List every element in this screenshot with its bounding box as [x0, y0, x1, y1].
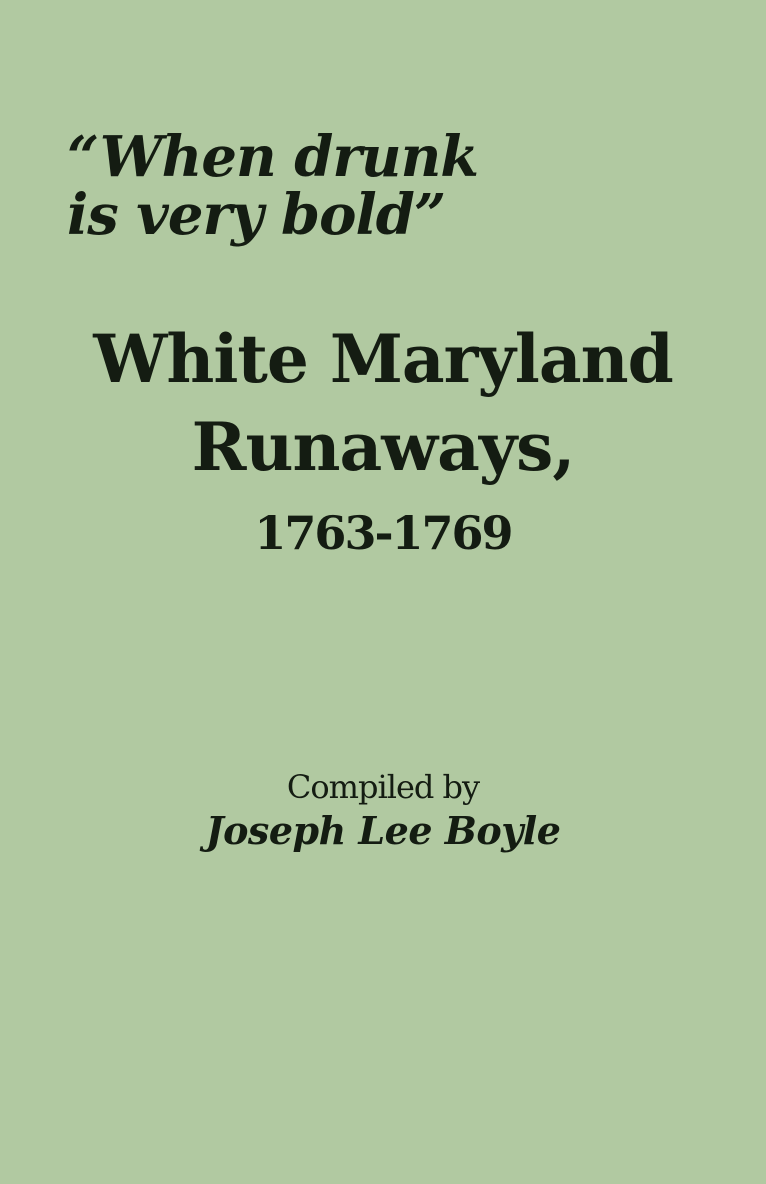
epigraph-quote-line-2: is very bold” [67, 182, 446, 248]
book-title-line-1: White Maryland [93, 320, 673, 398]
author-name: Joseph Lee Boyle [205, 808, 561, 853]
compiler-credit [0, 765, 766, 853]
compiled-by-label: Compiled by [286, 768, 480, 806]
book-title-line-2: Runaways, [191, 408, 575, 486]
book-title [0, 315, 766, 575]
epigraph-quote-line-1: “When drunk [67, 124, 479, 190]
book-title-date-range: 1763-1769 [254, 506, 512, 560]
epigraph-quote [67, 124, 479, 248]
